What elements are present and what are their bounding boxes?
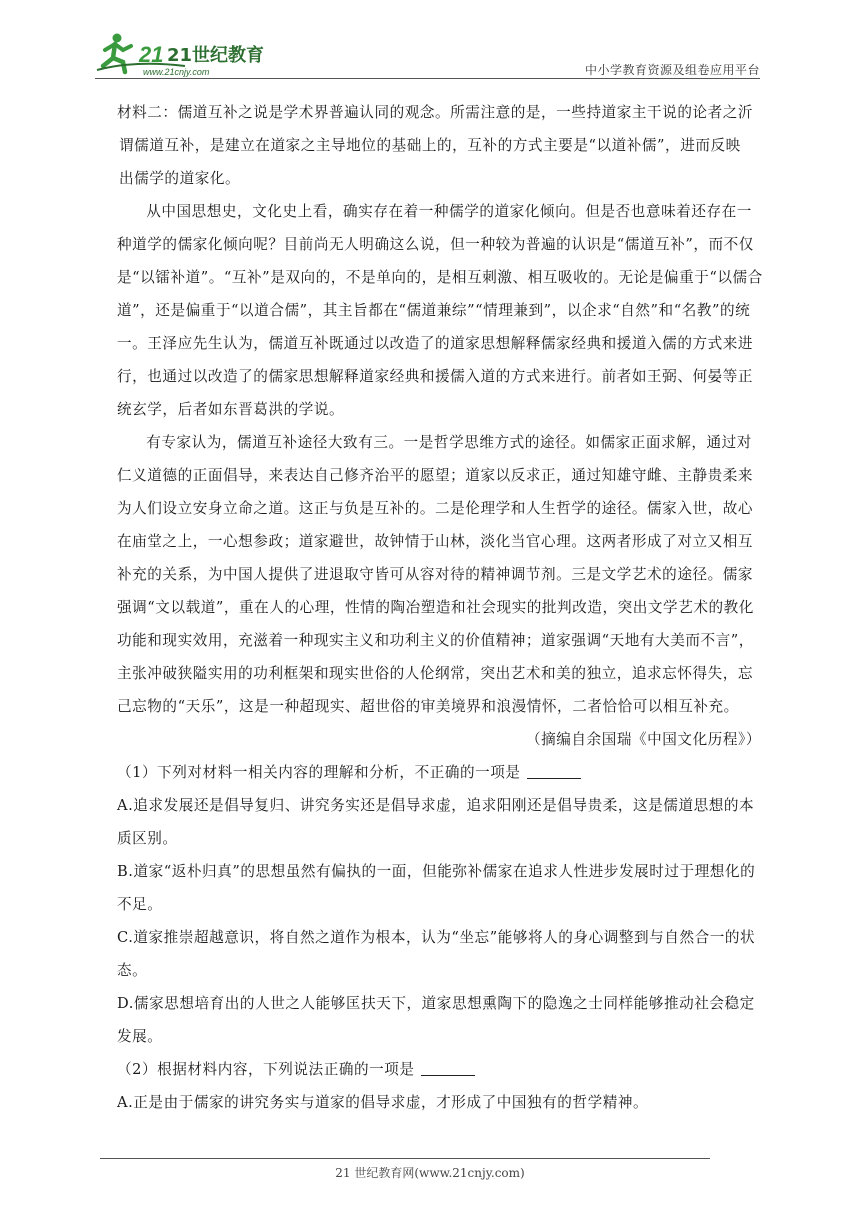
platform-name: 中小学教育资源及组卷应用平台 — [584, 63, 760, 77]
q1-option-d: D.儒家思想培育出的人世之人能够匡扶天下，道家思想熏陶下的隐逸之士同样能够推动社会稳定发展。 — [117, 995, 755, 1045]
material2-line-2: 谓儒道互补，是建立在道家之主导地位的基础上的，互补的方式主要是“以道补儒”，进而反映 — [119, 137, 741, 154]
page-header — [95, 30, 760, 82]
material2-line-1: 材料二：儒道互补之说是学术界普遍认同的观念。所需注意的是，一些持道家主干说的论者之沂 — [117, 104, 754, 121]
paragraph-1: 从中国思想史，文化史上看，确实存在着一种儒学的道家化倾向。但是否也意味着还存在一种道学的儒家化倾向呢？目前尚无人明确这么说，但一种较为普遍的认识是“儒道互补”，而不仅是“以镭补道”。“互补”是双向的，不是单向的，是相互刺激、相互吸收的。无论是偏重于“以儒合道”，还是偏重于“以道合儒”，其主旨都在“儒道兼综”“情理兼到”，以企求“自然”和“名教”的统一。王泽应先生认为，儒道互补既通过以改造了的道家思想解释儒家经典和援道入儒的方式来进行，也通过以改造了的儒家思想解释道家经典和援儒入道的方式来进行。前者如王弼、何晏等正统玄学，后者如东晋葛洪的学说。 — [117, 203, 763, 418]
question-1-stem — [117, 756, 767, 789]
question-2-stem — [117, 1053, 767, 1086]
paragraph-2: 有专家认为，儒道互补途径大致有三。一是哲学思维方式的途径。如儒家正面求解，通过对仁义道德的正面倡导，来表达自己修齐治平的愿望；道家以反求正，通过知雄守雌、主静贵柔来为人们设立安身立命之道。这正与负是互补的。二是伦理学和人生哲学的途径。儒家入世，故心在庙堂之上，一心想参政；道家避世，故钟情于山林，淡化当官心理。这两者形成了对立又相互补充的关系，为中国人提供了进退取守皆可从容对待的精神调节剂。三是文学艺术的途径。儒家强调“文以载道”，重在人的心理，性情的陶冶塑造和社会现实的批判改造，突出文学艺术的教化功能和现实效用，充滋着一种现实主义和功利主义的价值精神；道家强调“天地有大美而不言”，主张冲破狭隘实用的功利框架和现实世俗的人伦纲常，突出艺术和美的独立，追求忘怀得失，忘己忘物的“天乐”，这是一种超现实、超世俗的审美境界和浪漫情怀，二者恰恰可以相互补充。 — [117, 434, 754, 715]
answer-blank-1[interactable] — [527, 764, 581, 779]
page-footer: 21 世纪教育网(www.21cnjy.com) — [335, 1166, 525, 1180]
q1-option-b: B.道家“返朴归真”的思想虽然有偏执的一面，但能弥补儒家在追求人性进步发展时过于理想化的不足。 — [117, 863, 756, 913]
answer-blank-2[interactable] — [421, 1061, 475, 1076]
svg-text:www.21cnjy.com: www.21cnjy.com — [143, 67, 210, 77]
svg-text:21: 21 — [139, 42, 164, 67]
document-body — [117, 96, 767, 1119]
question-1-text: （1）下列对材料一相关内容的理解和分析，不正确的一项是 — [117, 764, 521, 781]
logo-21cnjy — [95, 30, 275, 78]
header-rule — [95, 78, 760, 79]
q2-option-a: A.正是由于儒家的讲究务实与道家的倡导求虚，才形成了中国独有的哲学精神。 — [117, 1094, 649, 1111]
source-citation: （摘编自余国瑞《中国文化历程》） — [525, 731, 761, 748]
material2-line-3: 出儒学的道家化。 — [119, 170, 241, 187]
svg-text:21世纪教育: 21世纪教育 — [167, 45, 265, 66]
footer-rule — [100, 1158, 710, 1159]
q1-option-a: A.追求发展还是倡导复归、讲究务实还是倡导求虚，追求阳刚还是倡导贵柔，这是儒道思想的本质区别。 — [117, 797, 755, 847]
question-2-text: （2）根据材料内容，下列说法正确的一项是 — [117, 1061, 415, 1078]
q1-option-c: C.道家推崇超越意识，将自然之道作为根本，认为“坐忘”能够将人的身心调整到与自然合一的状态。 — [117, 929, 756, 979]
